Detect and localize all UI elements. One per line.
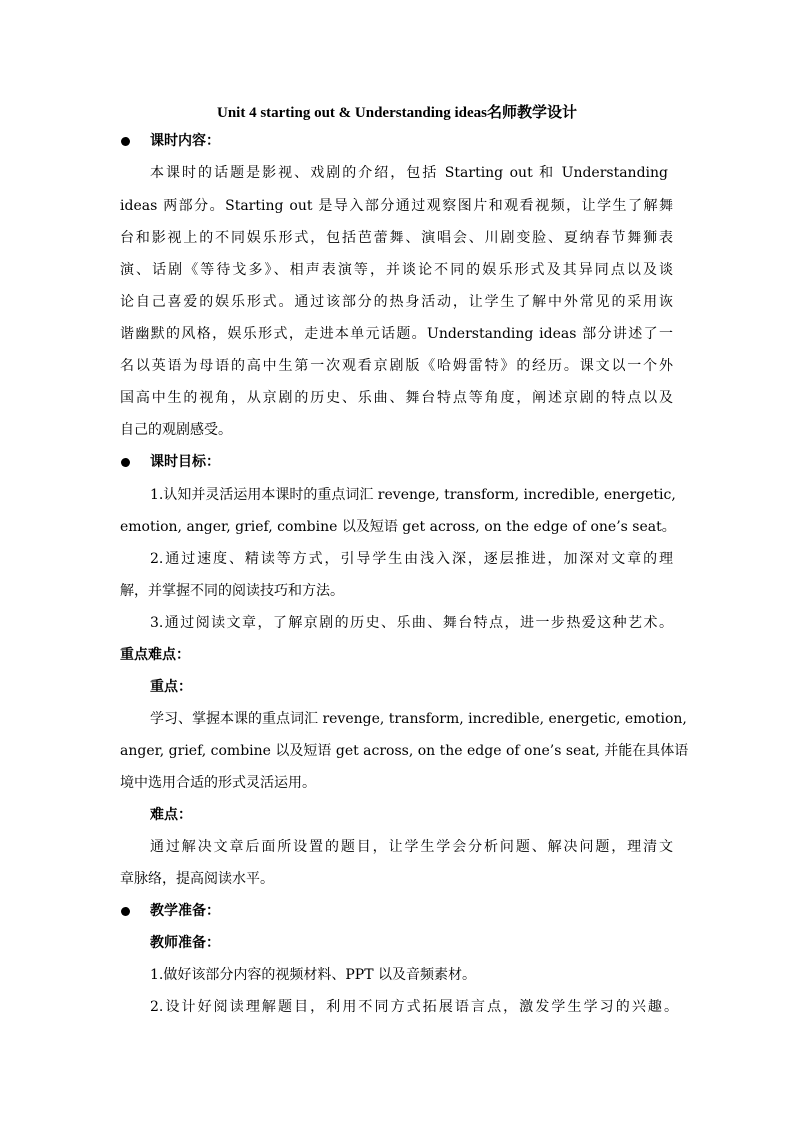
paragraph-line: 自己的观剧感受。 (120, 422, 232, 438)
paragraph-line: 3.通过阅读文章，了解京剧的历史、乐曲、舞台特点，进一步热爱这种艺术。 (150, 615, 673, 631)
paragraph-line: anger, grief, combine 以及短语 get across, on the edge of one’s seat, 并能在具体语 (120, 743, 689, 759)
paragraph-line: 论自己喜爱的娱乐形式。通过该部分的热身活动，让学生了解中外常见的采用诙 (120, 294, 673, 310)
paragraph-line: 1.认知并灵活运用本课时的重点词汇 revenge, transform, incredible, energetic, (150, 487, 676, 503)
page-title: Unit 4 starting out & Understanding ideas名师教学设计 (216, 105, 578, 121)
bullet-icon (121, 458, 130, 467)
subheading-focus: 重点： (150, 679, 192, 695)
bullet-icon (121, 907, 130, 916)
section-heading-objectives: 课时目标： (150, 454, 220, 470)
paragraph-line: 境中选用合适的形式灵活运用。 (120, 775, 316, 791)
paragraph-line: emotion, anger, grief, combine 以及短语 get across, on the edge of one’s seat。 (120, 519, 676, 535)
paragraph-line: 解，并掌握不同的阅读技巧和方法。 (120, 583, 344, 599)
paragraph-line: 谐幽默的风格，娱乐形式，走进本单元话题。Understanding ideas 部分讲述了一 (120, 326, 673, 342)
subheading-teacher: 教师准备： (150, 935, 220, 951)
section-heading-keypoints: 重点难点： (120, 647, 190, 663)
paragraph-line: 2.通过速度、精读等方式，引导学生由浅入深，逐层推进，加深对文章的理 (150, 551, 673, 567)
paragraph-line: 1.做好该部分内容的视频材料、PPT 以及音频素材。 (150, 967, 476, 983)
paragraph-line: 名以英语为母语的高中生第一次观看京剧版《哈姆雷特》的经历。课文以一个外 (120, 358, 673, 374)
section-heading-content: 课时内容： (150, 133, 220, 149)
paragraph-line: 本课时的话题是影视、戏剧的介绍，包括 Starting out 和 Understanding (150, 165, 668, 181)
paragraph-line: 2.设计好阅读理解题目，利用不同方式拓展语言点，激发学生学习的兴趣。 (150, 999, 678, 1015)
paragraph-line: 演、话剧《等待戈多》、相声表演等，并谈论不同的娱乐形式及其异同点以及谈 (120, 262, 673, 278)
paragraph-line: ideas 两部分。Starting out 是导入部分通过观察图片和观看视频，让学生了解舞 (120, 198, 673, 214)
subheading-difficulty: 难点： (150, 807, 192, 823)
section-heading-preparation: 教学准备： (150, 903, 220, 919)
paragraph-line: 通过解决文章后面所设置的题目，让学生学会分析问题、解决问题，理清文 (150, 839, 673, 855)
paragraph-line: 台和影视上的不同娱乐形式，包括芭蕾舞、演唱会、川剧变脸、夏纳春节舞狮表 (120, 230, 673, 246)
paragraph-line: 国高中生的视角，从京剧的历史、乐曲、舞台特点等角度，阐述京剧的特点以及 (120, 390, 673, 406)
paragraph-line: 学习、掌握本课的重点词汇 revenge, transform, incredible, energetic, emotion, (150, 711, 687, 727)
bullet-icon (121, 137, 130, 146)
paragraph-line: 章脉络，提高阅读水平。 (120, 871, 274, 887)
